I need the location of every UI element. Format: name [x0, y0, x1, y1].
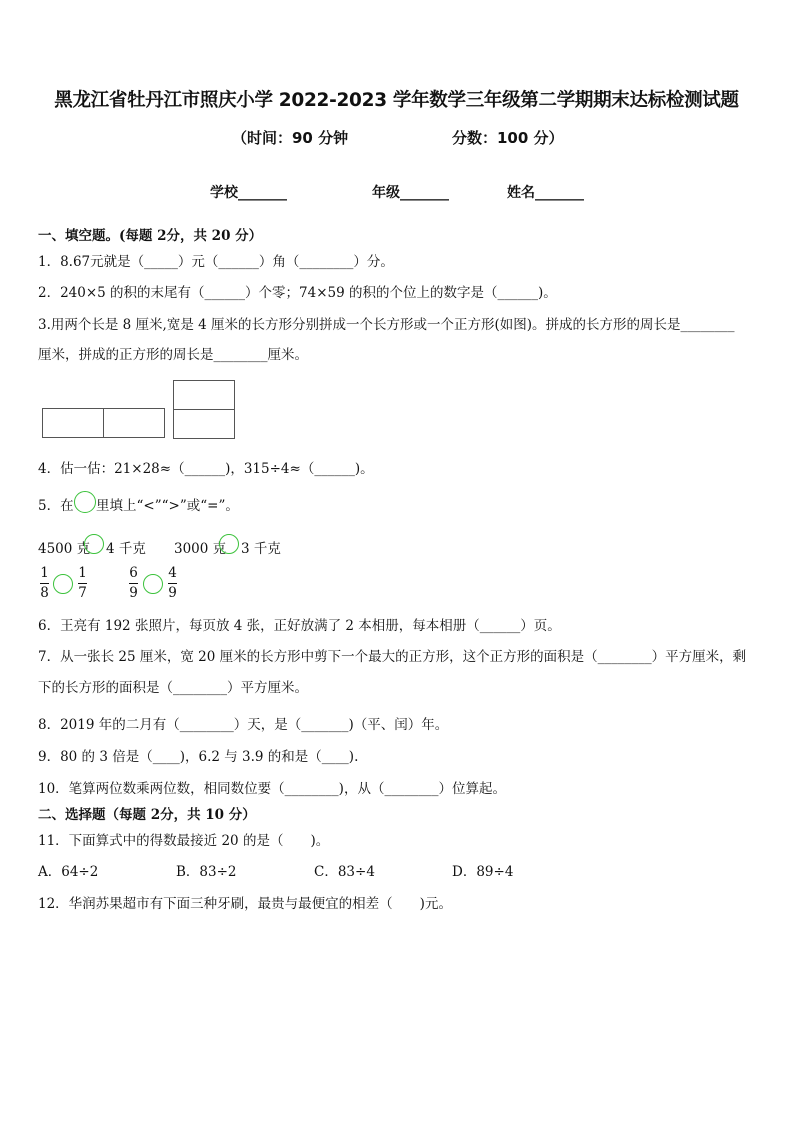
- fraction-4-9: [168, 566, 177, 601]
- question-5-instruction: 里填上“<”“>”或“=”。: [96, 498, 239, 514]
- question-10: 10．笔算两位数乘两位数，相同数位要（________)，从（________）位算起。: [38, 781, 506, 797]
- compare-circle-4[interactable]: [143, 574, 163, 594]
- name-field: 姓名_______: [507, 185, 584, 201]
- question-11: 11．下面算式中的得数最接近 20 的是（ )。: [38, 833, 330, 849]
- fraction-numerator: 6: [129, 565, 138, 581]
- compare-circle-1[interactable]: [84, 534, 104, 554]
- fraction-denominator: 8: [40, 585, 49, 601]
- compare-2-left: 3000 克: [174, 541, 227, 557]
- question-3-line-1: 3.用两个长是 8 厘米,宽是 4 厘米的长方形分别拼成一个长方形或一个正方形(如图)。拼成的长方形的周长是________: [38, 317, 735, 333]
- question-2: 2．240×5 的积的末尾有（______）个零；74×59 的积的个位上的数字是（______)。: [38, 285, 557, 301]
- compare-circle-2[interactable]: [219, 534, 239, 554]
- score-label: 分数：100 分）: [452, 129, 564, 147]
- question-5-prefix: 5．在: [38, 498, 74, 514]
- fraction-numerator: 1: [78, 565, 87, 581]
- question-6: 6．王亮有 192 张照片，每页放 4 张，正好放满了 2 本相册，每本相册（______）页。: [38, 618, 561, 634]
- fraction-6-9: [129, 566, 138, 601]
- section-1-heading: 一、填空题。(每题 2分，共 20 分）: [38, 228, 263, 244]
- school-field: 学校_______: [210, 185, 287, 201]
- compare-circle-3[interactable]: [53, 574, 73, 594]
- question-4: 4．估一估：21×28≈（______)，315÷4≈（______)。: [38, 461, 374, 477]
- question-1: 1．8.67元就是（_____）元（______）角（________）分。: [38, 254, 394, 270]
- question-7-line-1: 7．从一张长 25 厘米，宽 20 厘米的长方形中剪下一个最大的正方形，这个正方形的面积是（________）平方厘米，剩: [38, 649, 747, 665]
- option-b: B．83÷2: [176, 864, 237, 880]
- question-8: 8．2019 年的二月有（________）天，是（_______)（平、闰）年。: [38, 717, 449, 733]
- fraction-1-7: [78, 566, 87, 601]
- option-c: C．83÷4: [314, 864, 375, 880]
- fraction-denominator: 9: [129, 585, 138, 601]
- fraction-denominator: 7: [78, 585, 87, 601]
- question-12: 12．华润苏果超市有下面三种牙刷，最贵与最便宜的相差（ )元。: [38, 896, 452, 912]
- option-d: D．89÷4: [452, 864, 514, 880]
- compare-1-left: 4500 克: [38, 541, 91, 557]
- fraction-1-8: [40, 566, 49, 601]
- option-a: A．64÷2: [38, 864, 99, 880]
- fraction-numerator: 4: [168, 565, 177, 581]
- question-7-line-2: 下的长方形的面积是（________）平方厘米。: [38, 680, 308, 696]
- question-9: 9．80 的 3 倍是（____)，6.2 与 3.9 的和是（____).: [38, 749, 359, 765]
- compare-1-right: 4 千克: [106, 541, 146, 557]
- time-label: （时间：90 分钟: [232, 129, 349, 147]
- fraction-denominator: 9: [168, 585, 177, 601]
- document-title: 黑龙江省牡丹江市照庆小学 2022-2023 学年数学三年级第二学期期末达标检测试题: [54, 90, 739, 111]
- fraction-numerator: 1: [40, 565, 49, 581]
- section-2-heading: 二、选择题（每题 2分，共 10 分）: [38, 807, 256, 823]
- compare-circle-example: [74, 491, 96, 513]
- compare-2-right: 3 千克: [241, 541, 281, 557]
- question-3-line-2: 厘米，拼成的正方形的周长是________厘米。: [38, 347, 308, 363]
- grade-field: 年级_______: [372, 185, 449, 201]
